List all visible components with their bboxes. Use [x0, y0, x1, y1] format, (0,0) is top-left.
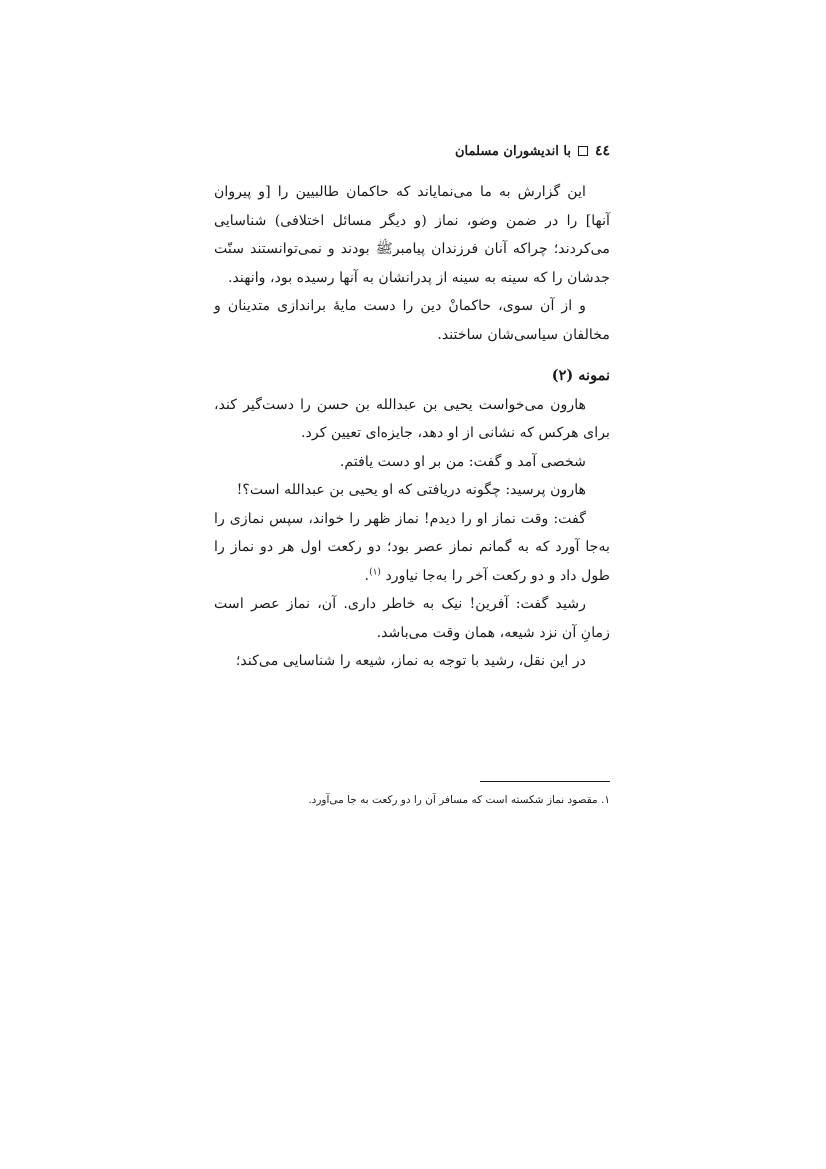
running-title: با اندیشوران مسلمان	[455, 143, 571, 159]
footnote-divider	[480, 781, 610, 782]
paragraph: هارون می‌خواست یحیی بن عبدالله بن حسن را دست‌گیر کند، برای هرکس که نشانی از او دهد، جایزه‌ای تعیین کرد.	[214, 396, 610, 441]
section-heading: نمونه (۲)	[551, 367, 610, 384]
paragraph	[214, 505, 610, 591]
footnote: ۱. مقصود نماز شکسته است که مسافر آن را دو رکعت به جا می‌آورد.	[308, 794, 610, 806]
paragraph: این گزارش به ما می‌نمایاند که حاکمان طالبیین را [و پیروان آنها] را در ضمن وضو، نماز (و دیگر مسائل اختلافی) شناسایی می‌کردند؛ چراکه آنان فرزندان پیامبرﷺ بودند و نمی‌توانستند سنّت جدشان را که سینه به سینه از پدرانشان به آنها رسیده بود، وانهند.	[214, 184, 610, 286]
paragraph: رشید گفت: آفرین! نیک به خاطر داری. آن، نماز عصر است زمانِ آن نزد شیعه، همان وقت می‌باشد.	[214, 596, 610, 641]
paragraph-text: گفت: وقت نماز او را دیدم! نماز ظهر را خواند، سپس نمازی را به‌جا آورد که به گمانم نماز عصر بود؛ دو رکعت اول هر دو نماز را طول داد و دو رکعت آخر را به‌جا نیاورد	[214, 510, 610, 584]
paragraph: شخصی آمد و گفت: من بر او دست یافتم.	[339, 453, 586, 470]
main-text	[214, 178, 610, 676]
page-header	[455, 143, 610, 159]
header-square-icon	[578, 146, 588, 156]
paragraph: در این نقل، رشید با توجه به نماز، شیعه را شناسایی می‌کند؛	[235, 653, 586, 669]
paragraph: هارون پرسید: چگونه دریافتی که او یحیی بن عبدالله است؟!	[236, 482, 586, 498]
paragraph: و از آن سوی، حاکمانْ دین را دست مایهٔ براندازی متدینان و مخالفان سیاسی‌شان ساختند.	[214, 298, 610, 343]
page-number: ٤٤	[594, 143, 610, 159]
paragraph-end: .	[364, 567, 370, 584]
footnote-reference: (۱)	[369, 566, 381, 577]
